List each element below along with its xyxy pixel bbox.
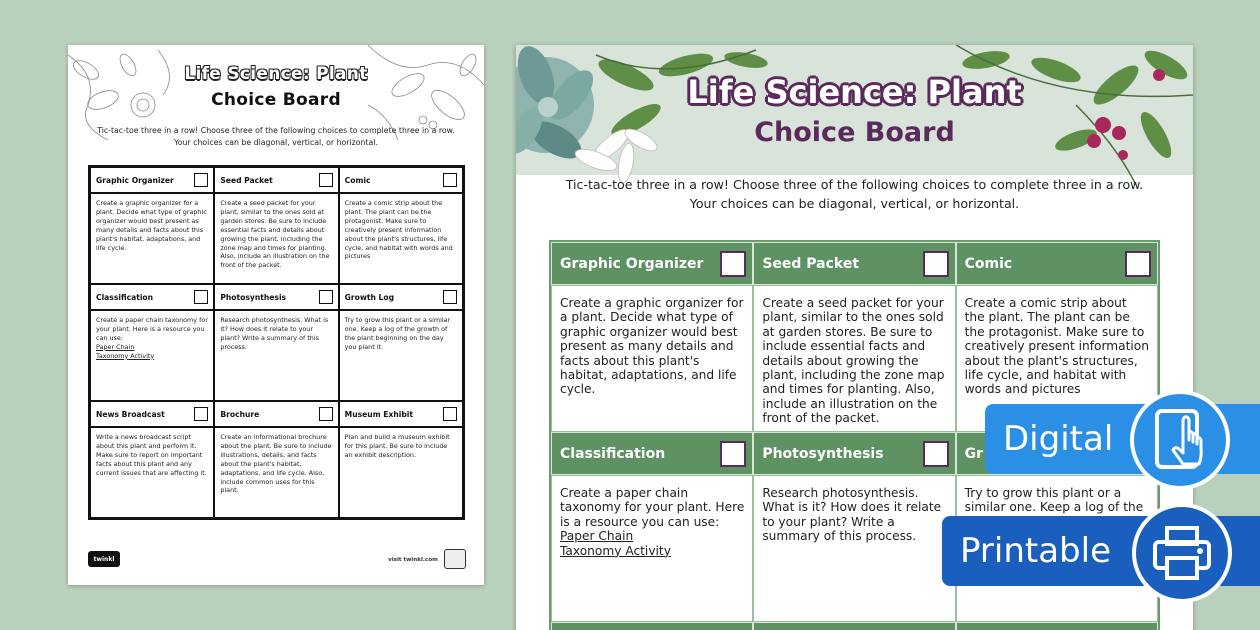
- cell-body: Create a comic strip about the plant. The plant can be the protagonist. Make sure to creatively present information about the plant's structures, life cycle, and habitat with words and pictures: [339, 193, 463, 284]
- cell-title: Photosynthesis: [220, 292, 287, 302]
- cell-header: [753, 432, 955, 475]
- cell-header: [214, 167, 338, 193]
- cell-body: Try to grow this plant or a similar one. Keep a log of the growth of the plant beginning on the day you plant it.: [339, 310, 463, 401]
- cell-body: Create a seed packet for your plant, similar to the ones sold at garden stores. Be sure to include essential facts and details about growing the plant, including the zone map and times for planting. Also, include an illustration on the front of the packet.: [214, 193, 338, 284]
- cell-title: Growth Log: [344, 292, 395, 302]
- cell-header: [551, 432, 753, 475]
- cell-header: [90, 167, 214, 193]
- tablet-touch-icon: [1130, 390, 1230, 490]
- checkbox[interactable]: [720, 441, 746, 467]
- page-subtitle: Choice Board: [211, 90, 341, 110]
- cell-body: Write a news broadcast script about this plant and perform it. Make sure to report on important facts about this plant and any current issues that are affecting it.: [90, 427, 214, 518]
- checkbox[interactable]: [194, 290, 208, 304]
- footer-url: visit twinkl.com: [388, 557, 438, 563]
- cell-body: Create a graphic organizer for a plant. Decide what type of graphic organizer would best present as many details and facts about this plant's habitat, adaptations, and life cycle.: [551, 285, 753, 432]
- cell-header: [551, 242, 753, 285]
- cell-body: Research photosynthesis. What is it? How does it relate to your plant? Write a summary of this process.: [753, 475, 955, 622]
- cell-title: Comic: [344, 175, 371, 185]
- checkbox[interactable]: [194, 407, 208, 421]
- resource-link[interactable]: Taxonomy Activity: [560, 543, 671, 558]
- cell-title: Comic: [964, 255, 1013, 272]
- cell-title: Museum Exhibit: [344, 409, 414, 419]
- cell-title: Gr: [964, 445, 984, 462]
- page-title: Life Science: Plant: [184, 64, 368, 84]
- cell-title: Graphic Organizer: [96, 175, 174, 185]
- cell-body: [551, 475, 753, 622]
- printer-icon: [1132, 503, 1232, 603]
- cell-body: Create a comic strip about the plant. The plant can be the protagonist. Make sure to creatively present information about the plant's structures, life cycle, and habitat with words and pictures: [956, 285, 1158, 432]
- resource-link[interactable]: Paper Chain: [96, 342, 135, 351]
- checkbox[interactable]: [194, 173, 208, 187]
- twinkl-logo: twinkl: [88, 551, 120, 567]
- page-title: Life Science: Plant: [687, 73, 1022, 111]
- resource-link[interactable]: Taxonomy Activity: [96, 351, 155, 360]
- cell-text: Create a paper chain taxonomy for your plant. Here is a resource you can use:: [560, 486, 745, 529]
- cell-title: Seed Packet: [220, 175, 273, 185]
- cell-header: [339, 167, 463, 193]
- cell-header: [214, 284, 338, 310]
- cell-header: [956, 622, 1158, 630]
- cell-header: [753, 622, 955, 630]
- digital-label: Digital: [1003, 419, 1114, 459]
- cell-title: Graphic Organizer: [560, 255, 704, 272]
- cell-body: [90, 310, 214, 401]
- instructions-text: Tic-tac-toe three in a row! Choose three of the following choices to complete three in a row. Your choices can be diagonal, vertical, or horizontal.: [97, 126, 455, 147]
- quality-badge-icon: [444, 549, 466, 569]
- page-subtitle: Choice Board: [754, 117, 955, 148]
- cell-header: [90, 401, 214, 427]
- cell-header: [339, 401, 463, 427]
- cell-header: [551, 622, 753, 630]
- cell-title: Classification: [96, 292, 154, 302]
- printable-preview-sheet: [68, 45, 484, 585]
- cell-title: Seed Packet: [762, 255, 860, 272]
- instructions-line: Tic-tac-toe three in a row! Choose three of the following choices to complete three in a row.: [565, 177, 1144, 192]
- cell-title: Brochure: [220, 409, 260, 419]
- cell-header: [339, 284, 463, 310]
- cell-body: Create a graphic organizer for a plant. Decide what type of graphic organizer would best present as many details and facts about this plant's habitat, adaptations, and life cycle.: [90, 193, 214, 284]
- checkbox[interactable]: [443, 173, 457, 187]
- checkbox[interactable]: [923, 251, 949, 277]
- printable-label: Printable: [960, 531, 1111, 571]
- cell-title: Photosynthesis: [762, 445, 884, 462]
- resource-link[interactable]: Paper Chain: [560, 529, 634, 544]
- cell-body: Plan and build a museum exhibit for this plant. Be sure to include an exhibit description.: [339, 427, 463, 518]
- cell-header: [956, 242, 1158, 285]
- choice-board-grid: [88, 165, 465, 520]
- cell-body: Research photosynthesis. What is it? How does it relate to your plant? Write a summary of this process.: [214, 310, 338, 401]
- checkbox[interactable]: [443, 407, 457, 421]
- checkbox[interactable]: [443, 290, 457, 304]
- cell-body: Create an informational brochure about the plant. Be sure to include illustrations, details, and facts about the plant's habitat, adaptations, and life cycle. Also, include common uses for this plant.: [214, 427, 338, 518]
- cell-body: Create a seed packet for your plant, similar to the ones sold at garden stores. Be sure to include essential facts and details about growing the plant, including the zone map and times for planting. Also, include an illustration on the front of the packet.: [753, 285, 955, 432]
- checkbox[interactable]: [319, 173, 333, 187]
- checkbox[interactable]: [1125, 251, 1151, 277]
- checkbox[interactable]: [923, 441, 949, 467]
- cell-text: Create a paper chain taxonomy for your plant. Here is a resource you can use:: [96, 316, 208, 342]
- checkbox[interactable]: [319, 290, 333, 304]
- cell-header: [753, 242, 955, 285]
- checkbox[interactable]: [720, 251, 746, 277]
- cell-body: Try to grow this plant or a similar one. Keep a log of the: [956, 475, 1158, 622]
- checkbox[interactable]: [319, 407, 333, 421]
- instructions-text: [546, 175, 1163, 213]
- cell-title: News Broadcast: [96, 409, 165, 419]
- cell-title: Classification: [560, 445, 666, 462]
- cell-header: [214, 401, 338, 427]
- cell-header: [90, 284, 214, 310]
- instructions-line: Your choices can be diagonal, vertical, or horizontal.: [689, 196, 1020, 211]
